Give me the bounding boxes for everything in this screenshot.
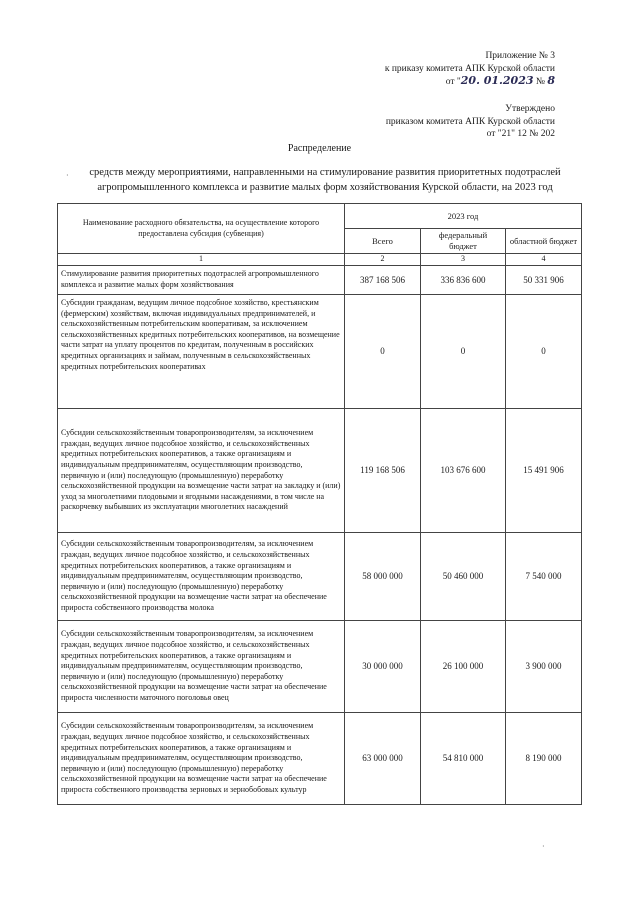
appendix-block <box>385 50 555 89</box>
row-federal: 0 <box>421 295 506 409</box>
row-total: 0 <box>345 295 421 409</box>
table-row <box>58 533 582 621</box>
handwritten-number: 8 <box>547 74 555 87</box>
row-regional: 15 491 906 <box>506 409 582 533</box>
appendix-date-mid: № <box>533 77 548 87</box>
row-name: Субсидии сельскохозяйственным товаропроизводителям, за исключением граждан, ведущих личное подсобное хозяйство, и сельскохозяйственных кредитных потребительских кооперативов, а также организациям и индивидуальным предпринимателям, осуществляющим производство, первичную и (или) последующую (промышленную) переработку сельскохозяйственной продукции на возмещение части затрат на закладку и (или) уход за многолетними плодовыми и ягодными насаждениями, в том числе на раскорчевку выбывших из эксплуатации многолетних насаждений <box>58 409 345 533</box>
approved-date: от "21" 12 № 202 <box>486 129 555 139</box>
document-subtitle <box>60 165 590 195</box>
row-federal: 54 810 000 <box>421 713 506 805</box>
row-regional: 3 900 000 <box>506 621 582 713</box>
row-name: Субсидии сельскохозяйственным товаропроизводителям, за исключением граждан, ведущих личное подсобное хозяйство, и сельскохозяйственных кредитных потребительских кооперативов, а также организациям и индивидуальным предпринимателям, осуществляющим производство, первичную и (или) последующую (промышленную) переработку сельскохозяйственной продукции на возмещение части затрат на обеспечение прироста численности маточного поголовья овец <box>58 621 345 713</box>
row-federal: 26 100 000 <box>421 621 506 713</box>
row-federal: 50 460 000 <box>421 533 506 621</box>
row-regional: 8 190 000 <box>506 713 582 805</box>
header-year-cell: 2023 год <box>345 204 582 229</box>
row-total: 63 000 000 <box>345 713 421 805</box>
table-row <box>58 621 582 713</box>
appendix-title: Приложение № 3 <box>485 51 555 61</box>
row-federal: 336 836 600 <box>421 266 506 295</box>
row-regional: 0 <box>506 295 582 409</box>
appendix-date-line <box>385 75 555 89</box>
appendix-date-prefix: от " <box>445 77 461 87</box>
row-name: Субсидии сельскохозяйственным товаропроизводителям, за исключением граждан, ведущих личное подсобное хозяйство, и сельскохозяйственных кредитных потребительских кооперативов, а также организациям и индивидуальным предпринимателям, осуществляющим производство, первичную и (или) последующую (промышленную) переработку сельскохозяйственной продукции на возмещение части затрат на обеспечение прироста собственного производства зерновых и зернобобовых культур <box>58 713 345 805</box>
row-regional: 50 331 906 <box>506 266 582 295</box>
handwritten-date: 20. 01.2023 <box>460 74 534 87</box>
document-title: Распределение <box>287 143 352 154</box>
row-name: Субсидии гражданам, ведущим личное подсобное хозяйство, крестьянским (фермерским) хозяйствам, включая индивидуальных предпринимателей, и сельскохозяйственным потребительским кооперативам, за исключением сельскохозяйственных кредитных потребительских кооперативов, на возмещение части затрат на уплату процентов по кредитам, полученным в российских кредитных организациях и займам, полученным в сельскохозяйственных кредитных потребительских кооперативах <box>58 295 345 409</box>
row-name: Субсидии сельскохозяйственным товаропроизводителям, за исключением граждан, ведущих личное подсобное хозяйство, и сельскохозяйственных кредитных потребительских кооперативов, а также организациям и индивидуальным предпринимателям, осуществляющим производство, первичную и (или) последующую (промышленную) переработку сельскохозяйственной продукции на возмещение части затрат на обеспечение прироста собственного производства молока <box>58 533 345 621</box>
row-total: 119 168 506 <box>345 409 421 533</box>
header-name-cell: Наименование расходного обязательства, на осуществление которого предоставлена субсидия (субвенция) <box>58 204 345 254</box>
row-federal: 103 676 600 <box>421 409 506 533</box>
header-total-cell: Всего <box>345 229 421 254</box>
scan-speck: · <box>66 171 69 180</box>
table-row <box>58 713 582 805</box>
header-row-1 <box>58 204 582 229</box>
row-total: 30 000 000 <box>345 621 421 713</box>
header-regional-cell: областной бюджет <box>506 229 582 254</box>
subtitle-line-1: средств между мероприятиями, направленными на стимулирование развития приоритетных подотраслей <box>89 167 561 178</box>
col-number-1: 1 <box>58 254 345 266</box>
approved-block <box>386 103 555 141</box>
subtitle-line-2: агропромышленного комплекса и развитие малых форм хозяйствования Курской области, на 2023 год <box>97 182 553 193</box>
header-federal-cell: федеральный бюджет <box>421 229 506 254</box>
table-row <box>58 409 582 533</box>
distribution-table <box>57 203 582 805</box>
row-total: 387 168 506 <box>345 266 421 295</box>
row-total: 58 000 000 <box>345 533 421 621</box>
table-row <box>58 295 582 409</box>
column-number-row <box>58 254 582 266</box>
col-number-3: 3 <box>421 254 506 266</box>
scan-speck: · <box>542 842 545 851</box>
col-number-2: 2 <box>345 254 421 266</box>
row-regional: 7 540 000 <box>506 533 582 621</box>
table-row <box>58 266 582 295</box>
row-name: Стимулирование развития приоритетных подотраслей агропромышленного комплекса и развитие малых форм хозяйствования <box>58 266 345 295</box>
approved-order: приказом комитета АПК Курской области <box>385 116 555 127</box>
col-number-4: 4 <box>506 254 582 266</box>
approved-title: Утверждено <box>505 104 555 114</box>
appendix-order-ref: к приказу комитета АПК Курской области <box>384 63 555 74</box>
